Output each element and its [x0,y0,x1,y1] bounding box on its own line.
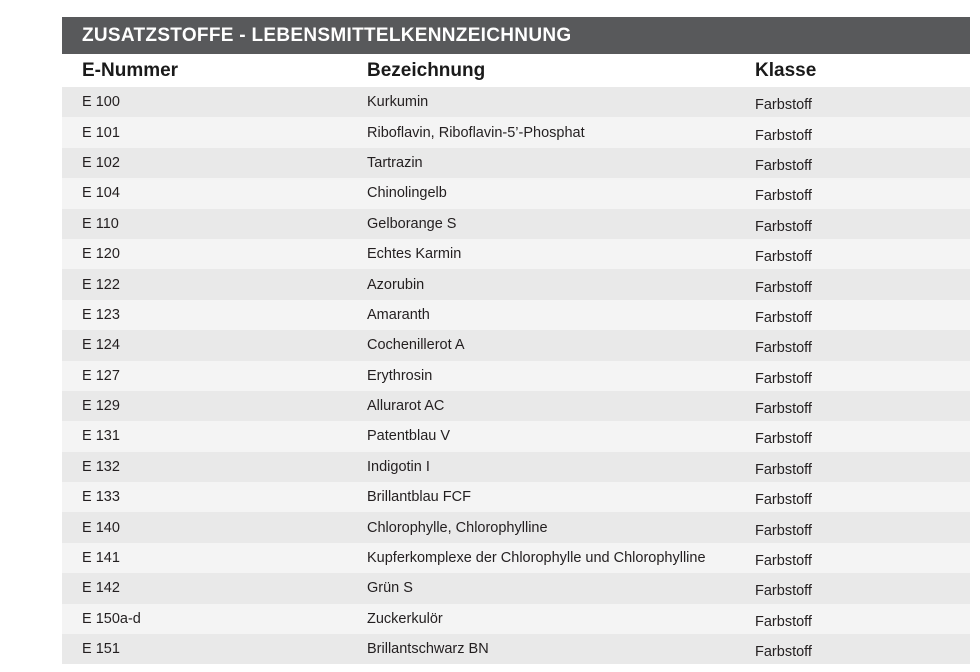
cell-class: Farbstoff [755,249,812,266]
table-body [62,87,970,664]
table-row [62,209,970,239]
cell-number: E 127 [82,367,120,384]
cell-class: Farbstoff [755,97,812,114]
cell-class: Farbstoff [755,553,812,570]
cell-number: E 104 [82,185,120,202]
page-title: ZUSATZSTOFFE - LEBENSMITTELKENNZEICHNUNG [82,24,572,46]
cell-name: Erythrosin [367,367,433,384]
cell-class: Farbstoff [755,309,812,326]
cell-class: Farbstoff [755,127,812,144]
cell-name: Patentblau V [367,428,451,445]
cell-number: E 124 [82,337,120,354]
column-header-number: E-Nummer [82,59,179,81]
cell-name: Kurkumin [367,94,429,111]
table-row [62,634,970,664]
cell-name: Indigotin I [367,458,430,475]
cell-name: Brillantblau FCF [367,489,471,506]
table-row [62,391,970,421]
cell-class: Farbstoff [755,401,812,418]
cell-class: Farbstoff [755,431,812,448]
cell-name: Amaranth [367,306,430,323]
table-row [62,543,970,573]
table-row [62,330,970,360]
cell-name: Allurarot AC [367,398,445,415]
cell-number: E 141 [82,550,120,567]
cell-number: E 151 [82,641,120,658]
cell-class: Farbstoff [755,340,812,357]
table-row [62,604,970,634]
cell-name: Riboflavin, Riboflavin-5’-Phosphat [367,124,585,141]
cell-name: Azorubin [367,276,425,293]
cell-class: Farbstoff [755,492,812,509]
table-row [62,178,970,208]
cell-class: Farbstoff [755,613,812,630]
cell-name: Chinolingelb [367,185,447,202]
cell-class: Farbstoff [755,644,812,661]
cell-class: Farbstoff [755,157,812,174]
cell-number: E 120 [82,246,120,263]
table-row [62,87,970,117]
cell-name: Gelborange S [367,215,457,232]
cell-number: E 101 [82,124,120,141]
cell-number: E 140 [82,519,120,536]
table-row [62,482,970,512]
cell-class: Farbstoff [755,461,812,478]
cell-number: E 133 [82,489,120,506]
additives-table [62,17,970,672]
cell-number: E 100 [82,94,120,111]
cell-name: Chlorophylle, Chlorophylline [367,519,548,536]
cell-class: Farbstoff [755,218,812,235]
cell-class: Farbstoff [755,188,812,205]
cell-name: Echtes Karmin [367,246,462,263]
cell-name: Grün S [367,580,413,597]
table-row [62,300,970,330]
table-row [62,239,970,269]
cell-number: E 102 [82,154,120,171]
table-row [62,573,970,603]
cell-name: Zuckerkulör [367,610,443,627]
cell-number: E 123 [82,306,120,323]
table-row [62,421,970,451]
cell-class: Farbstoff [755,522,812,539]
cell-number: E 150a-d [82,610,141,627]
cell-number: E 132 [82,458,120,475]
table-row [62,361,970,391]
cell-number: E 129 [82,398,120,415]
cell-class: Farbstoff [755,370,812,387]
table-header-row [62,54,970,87]
cell-name: Brillantschwarz BN [367,641,489,658]
column-header-name: Bezeichnung [367,59,486,81]
column-header-class: Klasse [755,59,817,81]
cell-name: Cochenillerot A [367,337,465,354]
cell-number: E 142 [82,580,120,597]
cell-name: Tartrazin [367,154,423,171]
cell-number: E 110 [82,215,119,232]
table-row [62,269,970,299]
cell-class: Farbstoff [755,279,812,296]
cell-class: Farbstoff [755,583,812,600]
cell-number: E 131 [82,428,120,445]
table-row [62,512,970,542]
table-row [62,452,970,482]
cell-number: E 122 [82,276,120,293]
cell-name: Kupferkomplexe der Chlorophylle und Chlorophylline [367,550,706,567]
table-title-bar [62,17,970,54]
table-row [62,148,970,178]
table-row [62,117,970,147]
